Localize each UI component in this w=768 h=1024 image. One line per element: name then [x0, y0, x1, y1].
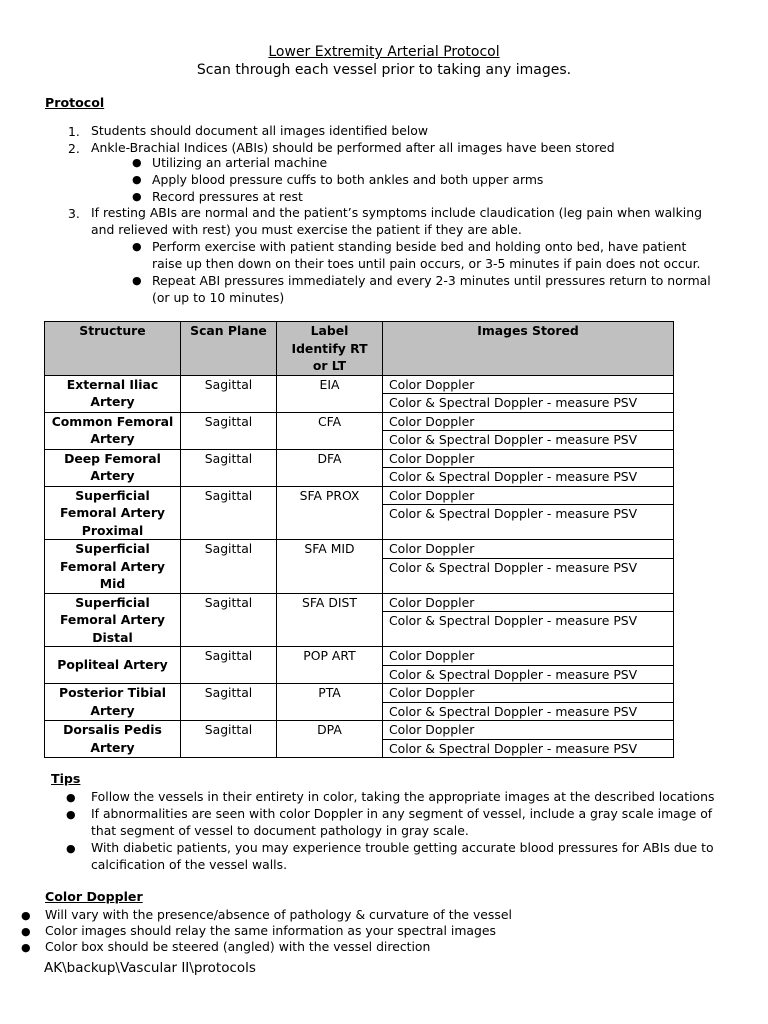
bullet-icon: ● — [66, 842, 76, 855]
bullet-icon: ● — [132, 274, 142, 287]
image-cell: Color Doppler — [383, 412, 674, 431]
protocol-item-2-bullet: Record pressures at rest — [152, 189, 303, 204]
structure-cell: Superficial Femoral Artery Proximal — [45, 486, 181, 540]
scan-plane-cell: Sagittal — [181, 540, 277, 594]
protocol-item-3-line-2: and relieved with rest) you must exercise the patient if they are able. — [91, 222, 522, 237]
color-doppler-item: Color box should be steered (angled) with the vessel direction — [45, 939, 431, 954]
image-cell: Color & Spectral Doppler - measure PSV — [383, 431, 674, 450]
structure-cell: Popliteal Artery — [45, 647, 181, 684]
label-cell: SFA MID — [277, 540, 383, 594]
tip-3-line-2: calcification of the vessel walls. — [91, 857, 288, 872]
protocol-item-2-bullet: Utilizing an arterial machine — [152, 155, 328, 170]
document-subtitle: Scan through each vessel prior to taking any images. — [196, 62, 572, 78]
header-label: Label Identify RT or LT — [277, 322, 383, 376]
structure-cell: Posterior Tibial Artery — [45, 684, 181, 721]
scan-plane-cell: Sagittal — [181, 486, 277, 540]
bullet-icon: ● — [21, 909, 31, 922]
table-row — [45, 486, 674, 505]
protocol-item-3-bullet-2-line-1: Repeat ABI pressures immediately and every 2-3 minutes until pressures return to normal — [152, 273, 711, 288]
image-cell: Color Doppler — [383, 721, 674, 740]
image-cell: Color Doppler — [383, 486, 674, 505]
structure-cell: Deep Femoral Artery — [45, 449, 181, 486]
image-cell: Color & Spectral Doppler - measure PSV — [383, 505, 674, 540]
scan-plane-cell: Sagittal — [181, 647, 277, 684]
image-cell: Color Doppler — [383, 449, 674, 468]
list-number: 1. — [68, 124, 80, 139]
tip-1: Follow the vessels in their entirety in color, taking the appropriate images at the described locations — [91, 789, 715, 804]
table-row — [45, 647, 674, 666]
bullet-icon: ● — [132, 156, 142, 169]
bullet-icon: ● — [21, 941, 31, 954]
label-cell: CFA — [277, 412, 383, 449]
tip-3-line-1: With diabetic patients, you may experience trouble getting accurate blood pressures for ABIs due to — [91, 840, 714, 855]
structure-cell: Superficial Femoral Artery Mid — [45, 540, 181, 594]
image-cell: Color & Spectral Doppler - measure PSV — [383, 468, 674, 487]
table-row — [45, 375, 674, 394]
image-cell: Color & Spectral Doppler - measure PSV — [383, 702, 674, 721]
scan-plane-cell: Sagittal — [181, 449, 277, 486]
label-cell: PTA — [277, 684, 383, 721]
image-cell: Color Doppler — [383, 647, 674, 666]
protocol-item-3-bullet-1-line-2: raise up then down on their toes until pain occurs, or 3-5 minutes if pain does not occur. — [152, 256, 701, 271]
structure-cell: External Iliac Artery — [45, 375, 181, 412]
image-cell: Color & Spectral Doppler - measure PSV — [383, 665, 674, 684]
color-doppler-heading: Color Doppler — [45, 889, 143, 904]
protocol-item-1: Students should document all images identified below — [91, 123, 428, 138]
structure-cell: Dorsalis Pedis Artery — [45, 721, 181, 758]
image-cell: Color & Spectral Doppler - measure PSV — [383, 394, 674, 413]
scan-plane-cell: Sagittal — [181, 375, 277, 412]
scan-plane-cell: Sagittal — [181, 593, 277, 647]
footer-path: AK\backup\Vascular II\protocols — [44, 960, 256, 976]
image-cell: Color & Spectral Doppler - measure PSV — [383, 739, 674, 758]
list-number: 3. — [68, 206, 80, 221]
table-row — [45, 540, 674, 559]
label-cell: SFA PROX — [277, 486, 383, 540]
header-images-stored: Images Stored — [383, 322, 674, 376]
structure-cell: Superficial Femoral Artery Distal — [45, 593, 181, 647]
label-cell: DFA — [277, 449, 383, 486]
document-title: Lower Extremity Arterial Protocol — [268, 44, 500, 60]
label-cell: POP ART — [277, 647, 383, 684]
table-row — [45, 684, 674, 703]
table-header-row — [45, 322, 674, 376]
bullet-icon: ● — [132, 190, 142, 203]
list-number: 2. — [68, 141, 80, 156]
color-doppler-item: Will vary with the presence/absence of pathology & curvature of the vessel — [45, 907, 512, 922]
table-row — [45, 412, 674, 431]
protocol-item-2: Ankle-Brachial Indices (ABIs) should be performed after all images have been stored — [91, 140, 615, 155]
tip-2-line-1: If abnormalities are seen with color Doppler in any segment of vessel, include a gray scale image of — [91, 806, 713, 821]
tip-2-line-2: that segment of vessel to document pathology in gray scale. — [91, 823, 469, 838]
table-row — [45, 721, 674, 740]
image-cell: Color & Spectral Doppler - measure PSV — [383, 558, 674, 593]
image-cell: Color Doppler — [383, 593, 674, 612]
label-cell: SFA DIST — [277, 593, 383, 647]
table-row — [45, 449, 674, 468]
bullet-icon: ● — [66, 808, 76, 821]
scan-plane-cell: Sagittal — [181, 412, 277, 449]
image-cell: Color Doppler — [383, 375, 674, 394]
label-cell: EIA — [277, 375, 383, 412]
bullet-icon: ● — [21, 925, 31, 938]
protocol-heading: Protocol — [45, 95, 105, 110]
protocol-item-2-bullet: Apply blood pressure cuffs to both ankles and both upper arms — [152, 172, 544, 187]
image-cell: Color & Spectral Doppler - measure PSV — [383, 612, 674, 647]
structure-cell: Common Femoral Artery — [45, 412, 181, 449]
image-cell: Color Doppler — [383, 684, 674, 703]
table-row — [45, 593, 674, 612]
bullet-icon: ● — [132, 240, 142, 253]
tips-heading: Tips — [51, 771, 81, 786]
bullet-icon: ● — [132, 173, 142, 186]
label-cell: DPA — [277, 721, 383, 758]
protocol-table — [44, 321, 674, 758]
color-doppler-item: Color images should relay the same information as your spectral images — [45, 923, 496, 938]
protocol-item-3-line-1: If resting ABIs are normal and the patient’s symptoms include claudication (leg pain when walking — [91, 205, 702, 220]
bullet-icon: ● — [66, 791, 76, 804]
protocol-item-3-bullet-2-line-2: (or up to 10 minutes) — [152, 290, 285, 305]
header-structure: Structure — [45, 322, 181, 376]
scan-plane-cell: Sagittal — [181, 684, 277, 721]
scan-plane-cell: Sagittal — [181, 721, 277, 758]
protocol-item-3-bullet-1-line-1: Perform exercise with patient standing beside bed and holding onto bed, have patient — [152, 239, 687, 254]
header-scan-plane: Scan Plane — [181, 322, 277, 376]
image-cell: Color Doppler — [383, 540, 674, 559]
